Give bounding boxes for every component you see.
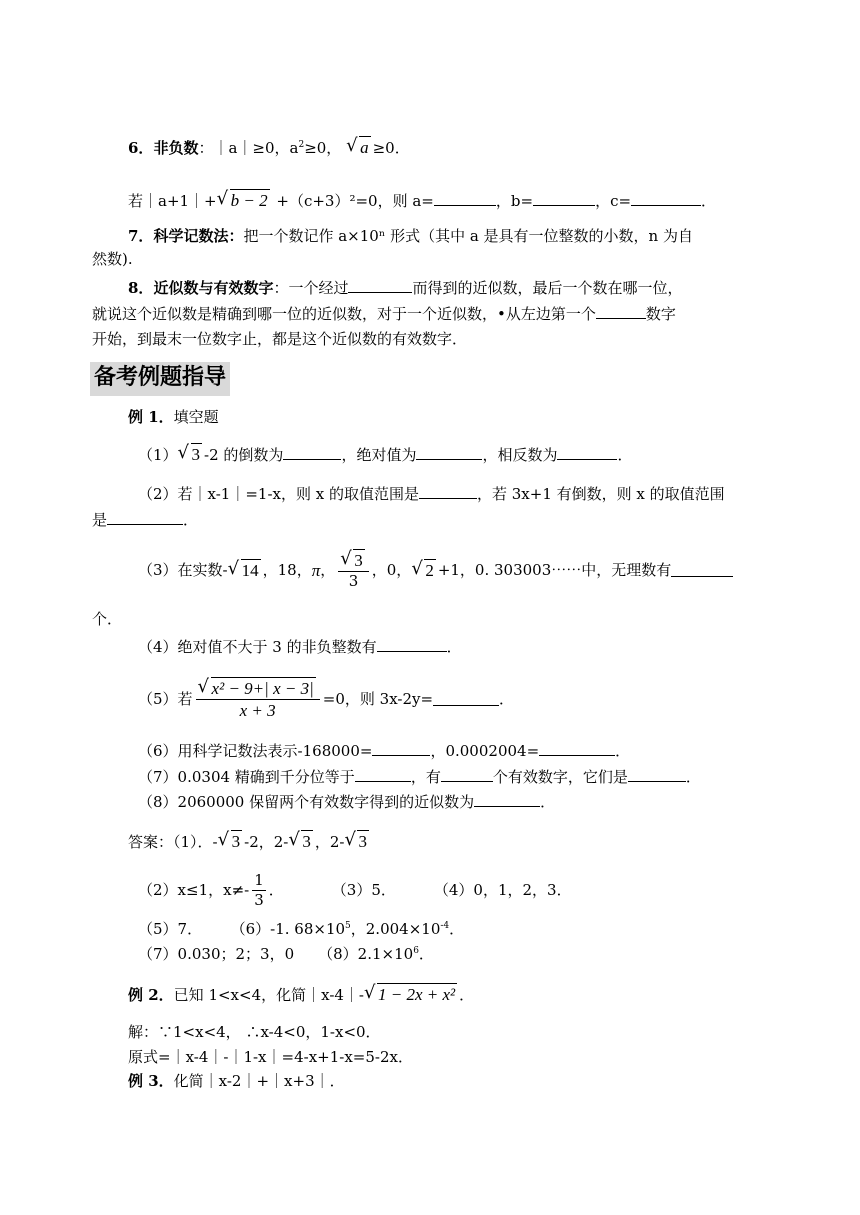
item7-number: 7． (128, 227, 154, 245)
ex1-q2-line2 (92, 512, 198, 528)
ex1-type: 填空题 (173, 408, 219, 426)
item6-sup: 2 (298, 140, 305, 150)
item6-text-c: ≥0． (372, 139, 410, 157)
answer-blank (419, 486, 477, 499)
sqrt-3-frac (340, 552, 365, 569)
ex1-q3-line2 (92, 612, 122, 627)
q2-text-b: ，若 3x+1 有倒数，则 x 的取值范围 (477, 485, 725, 503)
answer-blank (348, 280, 412, 293)
q1-text-e: ． (617, 446, 633, 464)
item7-title: 科学记数法： (153, 227, 244, 245)
ex1-q4 (138, 639, 462, 655)
q4-text-a: （4）绝对值不大于 3 的非负整数有 (138, 638, 377, 656)
q5-text-c: ． (499, 689, 515, 708)
sol2-line1 (128, 1025, 381, 1040)
ans2-text-a: （2）x≤1，x≠- (138, 880, 250, 899)
ex1-q7 (138, 769, 701, 785)
q1-prefix: （1） (138, 446, 178, 464)
item6-ex-end: ． (701, 192, 717, 210)
answer-blank (557, 447, 617, 460)
sqrt-3-radicand: 3 (191, 445, 201, 464)
q4-text-b: ． (446, 638, 462, 656)
item8-text1b: 而得到的近似数，最后一个数在哪一位， (412, 279, 683, 297)
item7-line2 (92, 252, 133, 267)
q3-text-e: +1，0. 303003⋯⋯中，无理数有 (437, 560, 672, 579)
ans2-text-b: ． (268, 880, 284, 899)
q5-denominator: x + 3 (239, 700, 276, 720)
ans6-sup2: -4 (440, 921, 450, 931)
ans6-text-a: （6）-1. 68×10 (238, 920, 346, 938)
answer-blank (355, 769, 411, 782)
item7-text: 把一个数记作 a×10ⁿ 形式（其中 a 是具有一位整数的小数，n 为自 (243, 227, 693, 245)
ans2-numerator: 1 (254, 870, 264, 889)
item8-line2 (92, 306, 676, 322)
q5-numerator (196, 680, 320, 700)
sqrt-2-radicand: 2 (425, 560, 434, 580)
ans-sqrt-3a (218, 833, 243, 850)
item6-ex-mid: +（c+3）²=0，则 a= (276, 192, 434, 210)
item6-text-a: ：｜a｜≥0，a (198, 139, 299, 157)
q5-text-a: （5）若 (138, 689, 193, 708)
item6-ex-c: ，c= (595, 192, 632, 210)
item7-text2: 然数). (92, 250, 133, 268)
sol2-text-2: 原式=｜x-4｜-｜1-x｜=4-x+1-x=5-2x． (128, 1048, 413, 1066)
ex2-text: 已知 1<x<4，化简｜x-4｜- (173, 986, 364, 1004)
sqrt-a (346, 139, 371, 156)
q6-text-a: （6）用科学记数法表示-168000= (138, 742, 373, 760)
q7-text-c: 个有效数字，它们是 (492, 768, 628, 786)
ex1-label: 例 1． (128, 408, 174, 426)
answer-blank (283, 447, 341, 460)
answer-blank (416, 447, 482, 460)
ex3-line (128, 1074, 345, 1089)
sqrt-14-radicand: 14 (241, 560, 259, 580)
item8-text3: 开始，到最末一位数字止，都是这个近似数的有效数字． (92, 330, 468, 348)
q3-text-c: ， (320, 560, 336, 579)
section-heading: 备考例题指导 (90, 362, 230, 396)
ex1-heading (128, 410, 219, 425)
frac-radicand: 3 (354, 550, 363, 570)
answer-blank (474, 794, 540, 807)
ans-radicand-3: 3 (358, 832, 367, 851)
fraction-sqrt3-over-3 (338, 552, 369, 589)
ans1-text-b: -2，2- (244, 833, 289, 851)
q3-text-f: 个． (92, 610, 123, 628)
q1-text-b: -2 的倒数为 (204, 446, 284, 464)
answer-blank (377, 639, 447, 652)
sqrt-a-radicand: a (360, 138, 369, 157)
q3-text-a: （3）在实数- (138, 560, 228, 579)
q7-text-d: ． (685, 768, 701, 786)
ex2-end: ． (459, 986, 475, 1004)
ans6-sup1: 5 (345, 921, 351, 931)
ex2-radicand: 1 − 2x + x² (378, 985, 456, 1004)
q3-text-d: ，0， (371, 560, 412, 579)
item6-example-line (128, 192, 716, 209)
answer-blank (107, 512, 183, 525)
q5-radicand-a: x² − 9 (211, 678, 253, 698)
frac-numerator (338, 552, 369, 572)
ans3-text: （3）5． (331, 880, 396, 899)
q6-text-c: ． (615, 742, 631, 760)
item8-text1a: ：一个经过 (273, 279, 349, 297)
answers-line3 (138, 922, 464, 937)
ex1-q6 (138, 743, 630, 759)
ex2-label: 例 2． (128, 986, 174, 1004)
answer-blank (533, 193, 595, 206)
q5-radicand-b: +| x − 3| (252, 678, 314, 698)
ans-radicand-1: 3 (231, 832, 241, 851)
q2-text-c: 是 (92, 511, 108, 529)
sqrt-3 (178, 446, 203, 463)
sqrt-b-radicand: b − 2 (230, 191, 268, 210)
q3-text-b: ，18， (262, 560, 312, 579)
answers-line1 (128, 833, 371, 850)
q2-text-a: （2）若｜x-1｜=1-x，则 x 的取值范围是 (138, 485, 419, 503)
q5-sqrt (198, 680, 316, 697)
answers-line4 (138, 947, 434, 962)
sqrt-b-minus-2 (217, 192, 270, 209)
q1-text-c: ，绝对值为 (341, 446, 417, 464)
item8-line3 (92, 332, 467, 347)
sol2-text-1: 解：∵1<x<4， ∴x-4<0，1-x<0． (128, 1023, 381, 1041)
frac-denominator: 3 (348, 571, 359, 590)
q5-fraction (196, 680, 320, 719)
q5-text-b: =0，则 3x-2y= (322, 689, 434, 708)
item6-line (128, 139, 410, 156)
ex3-text: 化简｜x-2｜+｜x+3｜． (173, 1072, 345, 1090)
q7-text-a: （7）0.0304 精确到千分位等于 (138, 768, 355, 786)
ans8-sup: 6 (413, 946, 419, 956)
ans8-text-b: ． (418, 945, 434, 963)
answer-blank (372, 743, 430, 756)
ans-sqrt-3c (344, 833, 369, 850)
ex1-q5 (138, 672, 514, 726)
sqrt-2 (411, 562, 436, 579)
answer-blank (434, 193, 496, 206)
q2-text-d: ． (183, 511, 199, 529)
answer-blank (671, 564, 733, 577)
ans-radicand-2: 3 (302, 832, 311, 851)
ans6-text-c: ． (449, 920, 465, 938)
q1-text-d: ，相反数为 (482, 446, 558, 464)
q6-text-b: ，0.0002004= (430, 742, 540, 760)
item8-line1 (128, 280, 682, 296)
ex2-line (128, 986, 474, 1003)
item6-text-b: ≥0， (304, 139, 342, 157)
q7-text-b: ，有 (410, 768, 441, 786)
item8-text2b: 数字 (645, 305, 676, 323)
ans7-text: （7）0.030；2；3，0 (138, 945, 295, 963)
pi-symbol: π (311, 560, 321, 580)
ans4-text: （4）0，1，2，3． (433, 880, 572, 899)
sqrt-14 (228, 562, 261, 579)
answer-blank (441, 769, 493, 782)
answer-blank (631, 193, 701, 206)
ans5-text: （5）7． (138, 920, 203, 938)
item6-ex-b: ，b= (495, 192, 534, 210)
item7-line1 (128, 229, 693, 244)
answer-blank (628, 769, 686, 782)
answer-blank (596, 306, 646, 319)
ans2-fraction (252, 870, 266, 909)
ans1-text-c: ，2- (314, 833, 345, 851)
answers-label: 答案：（1）．- (128, 833, 218, 851)
answer-blank (433, 693, 499, 706)
ans6-text-b: ，2.004×10 (350, 920, 441, 938)
item8-title: 近似数与有效数字 (153, 279, 274, 297)
ex2-sqrt (364, 986, 457, 1003)
ex1-q3 (138, 545, 733, 595)
q5-radicand (211, 677, 316, 698)
item8-text2: 就说这个近似数是精确到哪一位的近似数，对于一个近似数，•从左边第一个 (92, 305, 596, 323)
item8-number: 8． (128, 279, 154, 297)
answer-blank (539, 743, 615, 756)
item6-title: 非负数 (153, 139, 199, 157)
ans-sqrt-3b (288, 833, 313, 850)
item6-ex-prefix: 若｜a+1｜+ (128, 192, 217, 210)
ans8-text-a: （8）2.1×10 (318, 945, 414, 963)
sol2-line2 (128, 1050, 413, 1065)
ex3-label: 例 3． (128, 1072, 174, 1090)
ex1-q1 (138, 446, 632, 463)
ex1-q8 (138, 794, 555, 810)
ex1-q2-line1 (138, 486, 725, 502)
q8-text-a: （8）2060000 保留两个有效数字得到的近似数为 (138, 793, 475, 811)
q8-text-b: ． (540, 793, 556, 811)
item6-number: 6． (128, 139, 154, 157)
ans2-denominator: 3 (254, 890, 264, 909)
answers-line2 (138, 865, 572, 915)
